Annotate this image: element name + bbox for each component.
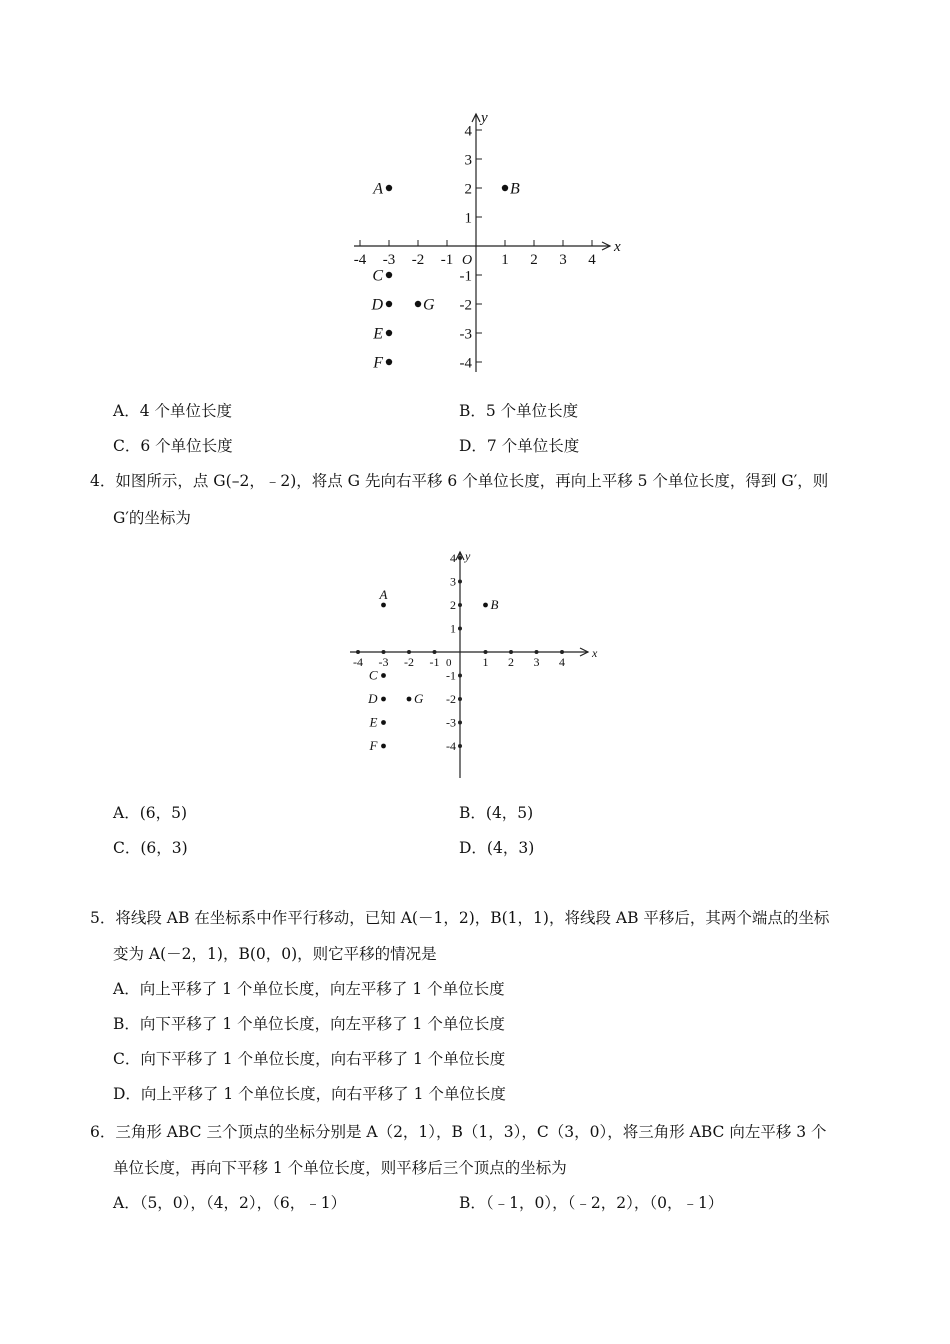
q6-option-a: A．（5，0），（4，2），（6，﹣1） [113, 1194, 347, 1212]
x-tick-mark [382, 650, 386, 654]
point-d [386, 301, 392, 307]
point-c [381, 673, 386, 678]
point-label-d: D [368, 691, 378, 707]
point-g [407, 697, 412, 702]
x-tick-label: -1 [440, 252, 454, 268]
q4-stem-line1: 4．如图所示，点 G(–2，﹣2)，将点 G 先向右平移 6 个单位长度，再向上平移 5 个单位长度，得到 G′，则 [90, 472, 829, 490]
y-tick-label: 1 [450, 621, 456, 636]
x-tick-label: -1 [429, 655, 440, 669]
q5-option-c: C．向下平移了 1 个单位长度，向右平移了 1 个单位长度 [113, 1050, 506, 1068]
y-tick-mark [458, 744, 462, 748]
x-tick-label: 1 [501, 252, 509, 268]
point-f [381, 744, 386, 749]
q3-option-d: D．7 个单位长度 [459, 437, 580, 455]
y-tick-mark [458, 627, 462, 631]
y-tick-mark [458, 580, 462, 584]
y-tick-mark [458, 721, 462, 725]
point-label-c: C [368, 667, 378, 683]
y-tick-label: -2 [446, 692, 456, 707]
q5-option-a: A．向上平移了 1 个单位长度，向左平移了 1 个单位长度 [113, 980, 505, 998]
x-tick-label: 2 [530, 252, 538, 268]
q6-stem-line1: 6．三角形 ABC 三个顶点的坐标分别是 A（2，1），B（1，3），C（3，0），将三角形 ABC 向左平移 3 个 [90, 1123, 827, 1141]
q3-option-a: A．4 个单位长度 [113, 402, 232, 420]
x-tick-mark [356, 650, 360, 654]
origin-label: 0 [446, 657, 452, 669]
origin-label: O [462, 253, 473, 268]
x-tick-mark [433, 650, 437, 654]
q4-stem-line2: G′的坐标为 [113, 509, 191, 527]
q5-stem-line1: 5．将线段 AB 在坐标系中作平行移动，已知 A(－1，2)，B(1，1)，将线段 AB 平移后，其两个端点的坐标 [90, 909, 830, 927]
y-tick-label: 3 [464, 152, 472, 169]
x-tick-label: -4 [353, 252, 367, 268]
q4-option-b: B．(4，5) [459, 804, 534, 822]
y-tick-label: -1 [446, 668, 456, 683]
point-label-a: A [379, 587, 388, 602]
x-tick-label: -2 [411, 252, 425, 268]
y-tick-label: -4 [459, 355, 472, 372]
q5-option-b: B．向下平移了 1 个单位长度，向左平移了 1 个单位长度 [113, 1015, 505, 1033]
x-axis-label: x [614, 239, 621, 255]
q6-option-b: B．（﹣1，0），（﹣2，2），（0，﹣1） [459, 1194, 724, 1212]
q3-option-c: C．6 个单位长度 [113, 437, 233, 455]
y-tick-label: 1 [464, 210, 472, 227]
y-tick-label: 4 [464, 123, 472, 140]
y-tick-label: 3 [450, 574, 456, 589]
x-tick-label: 3 [559, 252, 567, 268]
coordinate-figure-1 [340, 100, 640, 390]
point-label-f: F [373, 354, 383, 372]
y-tick-label: -2 [459, 297, 472, 314]
y-tick-label: 2 [450, 598, 456, 613]
q5-stem-line2: 变为 A(－2，1)，B(0，0)，则它平移的情况是 [113, 945, 437, 963]
y-tick-label: -3 [446, 715, 456, 730]
x-tick-label: -2 [404, 655, 414, 669]
x-tick-mark [535, 650, 539, 654]
q5-option-d: D．向上平移了 1 个单位长度，向右平移了 1 个单位长度 [113, 1085, 506, 1103]
y-tick-label: 4 [450, 551, 456, 566]
y-tick-label: -3 [459, 326, 472, 343]
point-label-e: E [369, 714, 378, 730]
x-tick-label: -3 [382, 252, 396, 268]
point-label-b: B [510, 180, 520, 198]
x-tick-label: 4 [559, 655, 565, 669]
y-tick-label: -1 [459, 268, 472, 285]
y-tick-label: -4 [446, 739, 456, 754]
x-axis-label: x [592, 646, 598, 660]
x-tick-label: 4 [588, 252, 596, 268]
point-b [502, 185, 508, 191]
point-b [483, 603, 488, 608]
point-g [415, 301, 421, 307]
x-tick-label: 2 [508, 655, 514, 669]
point-label-c: C [372, 267, 383, 285]
x-tick-label: -4 [353, 655, 363, 669]
q4-option-a: A．(6，5) [113, 804, 188, 822]
y-tick-mark [458, 697, 462, 701]
y-axis-label: y [481, 110, 488, 126]
point-a [386, 185, 392, 191]
x-tick-label: 1 [482, 655, 489, 669]
x-tick-mark [560, 650, 564, 654]
y-axis-label: y [465, 549, 471, 563]
y-tick-mark [458, 674, 462, 678]
point-label-g: G [423, 296, 435, 314]
q6-stem-line2: 单位长度，再向下平移 1 个单位长度，则平移后三个顶点的坐标为 [113, 1159, 567, 1177]
point-label-a: A [373, 180, 383, 198]
x-tick-label: 3 [533, 655, 540, 669]
point-d [381, 697, 386, 702]
point-label-f: F [369, 738, 378, 754]
point-c [386, 272, 392, 278]
x-tick-label: -3 [378, 655, 389, 669]
x-tick-mark [509, 650, 513, 654]
point-e [381, 720, 386, 725]
point-label-b: B [490, 597, 499, 613]
q4-option-c: C．(6，3) [113, 839, 188, 857]
point-e [386, 330, 392, 336]
y-tick-mark [458, 556, 462, 560]
point-label-e: E [373, 325, 383, 343]
point-label-g: G [414, 691, 424, 707]
x-tick-mark [407, 650, 411, 654]
point-a [381, 603, 386, 608]
x-tick-mark [484, 650, 488, 654]
point-label-d: D [371, 296, 383, 314]
coordinate-figure-2 [330, 540, 620, 785]
point-f [386, 359, 392, 365]
q4-option-d: D．(4，3) [459, 839, 535, 857]
y-tick-mark [458, 603, 462, 607]
y-tick-label: 2 [464, 181, 472, 198]
q3-option-b: B．5 个单位长度 [459, 402, 579, 420]
